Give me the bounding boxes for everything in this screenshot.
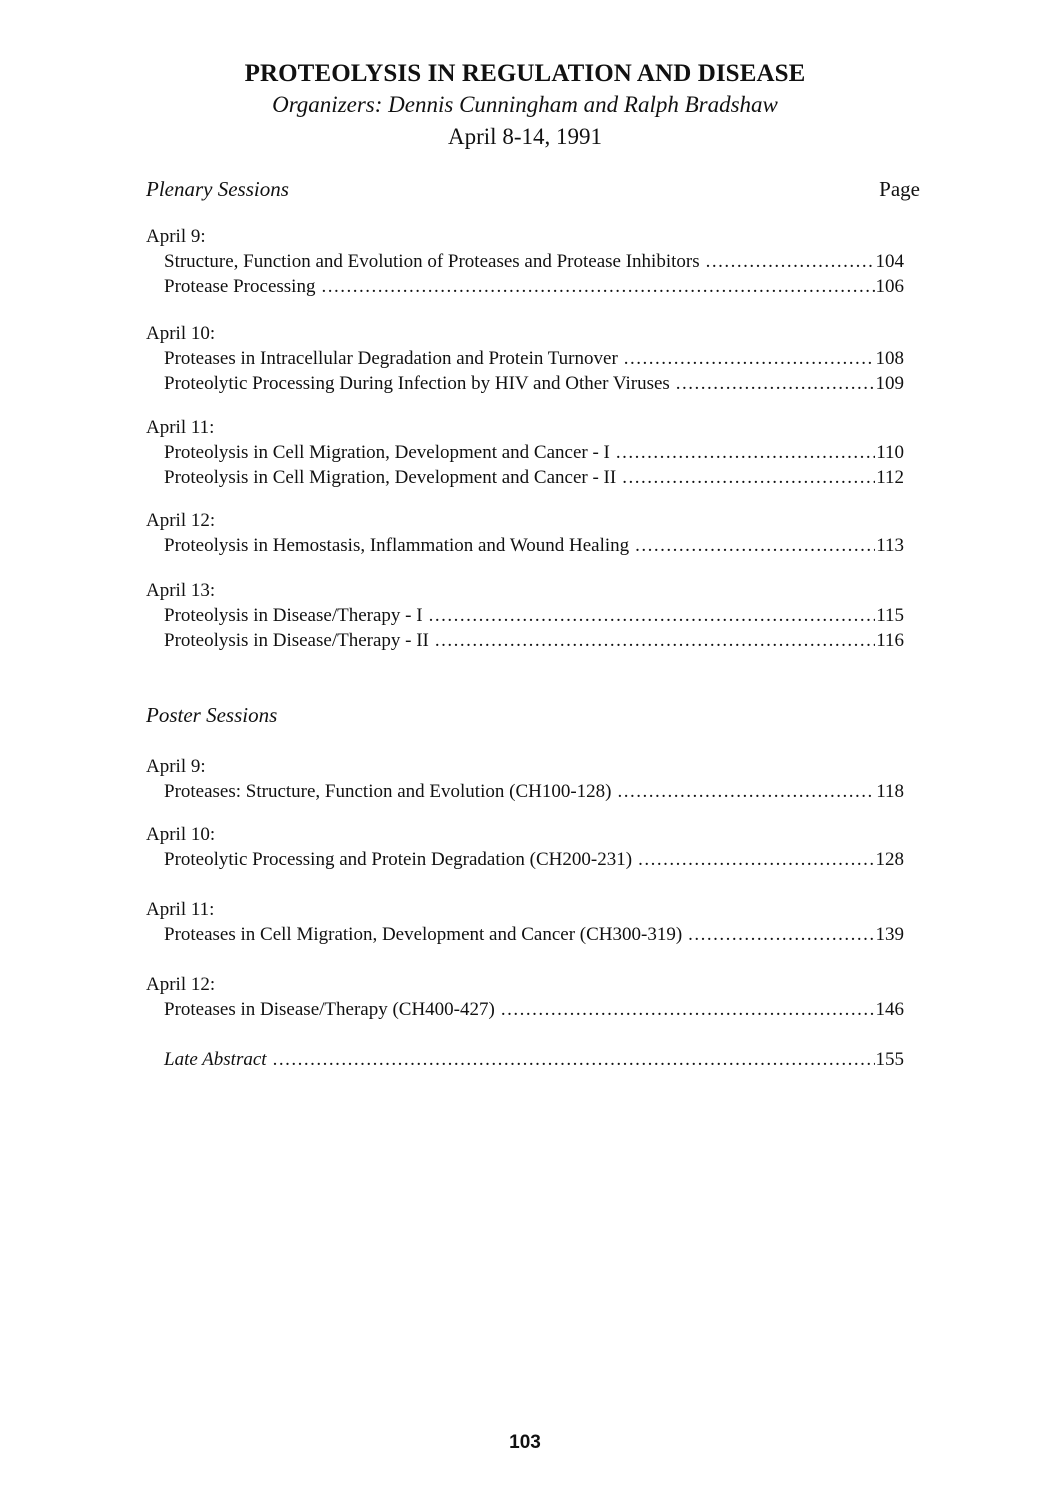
entry-page: 155 bbox=[875, 1049, 904, 1070]
toc-entry[interactable] bbox=[164, 440, 904, 465]
entry-page: 108 bbox=[875, 348, 904, 369]
dot-leader bbox=[429, 603, 876, 628]
entry-page: 112 bbox=[876, 467, 904, 488]
dot-leader bbox=[501, 997, 875, 1022]
toc-entry[interactable] bbox=[164, 997, 904, 1022]
dot-leader bbox=[638, 847, 874, 872]
dot-leader bbox=[435, 628, 875, 653]
day-label: April 10: bbox=[146, 824, 216, 845]
plenary-group-april-10 bbox=[146, 322, 904, 396]
dot-leader bbox=[616, 440, 875, 465]
day-label: April 9: bbox=[146, 756, 206, 777]
day-label: April 11: bbox=[146, 899, 215, 920]
entry-title: Proteolysis in Disease/Therapy - I bbox=[164, 605, 423, 626]
late-abstract-group bbox=[146, 1047, 904, 1072]
entry-title: Proteases in Disease/Therapy (CH400-427) bbox=[164, 999, 495, 1020]
plenary-group-april-13 bbox=[146, 579, 904, 653]
plenary-group-april-9 bbox=[146, 225, 904, 299]
dot-leader bbox=[618, 779, 876, 804]
toc-entry[interactable] bbox=[164, 533, 904, 558]
entry-title: Protease Processing bbox=[164, 276, 316, 297]
plenary-group-april-12 bbox=[146, 509, 904, 558]
entry-title: Proteolytic Processing and Protein Degradation (CH200-231) bbox=[164, 849, 633, 870]
poster-group-april-11 bbox=[146, 898, 904, 947]
toc-entry[interactable] bbox=[164, 371, 904, 396]
poster-group-april-9 bbox=[146, 755, 904, 804]
day-label: April 9: bbox=[146, 226, 206, 247]
entry-page: 113 bbox=[876, 535, 904, 556]
day-label: April 11: bbox=[146, 417, 215, 438]
toc-entry[interactable] bbox=[164, 847, 904, 872]
entry-title: Proteolytic Processing During Infection by HIV and Other Viruses bbox=[164, 373, 670, 394]
page-title: PROTEOLYSIS IN REGULATION AND DISEASE bbox=[244, 60, 806, 87]
entry-title: Structure, Function and Evolution of Proteases and Protease Inhibitors bbox=[164, 251, 700, 272]
toc-entry[interactable] bbox=[164, 603, 904, 628]
entry-page: 139 bbox=[875, 924, 904, 945]
dot-leader bbox=[624, 346, 875, 371]
dot-leader bbox=[688, 922, 874, 947]
meeting-dates: April 8-14, 1991 bbox=[448, 124, 602, 149]
dot-leader bbox=[635, 533, 875, 558]
dot-leader bbox=[676, 371, 875, 396]
toc-entry[interactable] bbox=[164, 249, 904, 274]
entry-page: 110 bbox=[876, 442, 904, 463]
entry-page: 118 bbox=[876, 781, 904, 802]
plenary-group-april-11 bbox=[146, 416, 904, 490]
day-label: April 10: bbox=[146, 323, 216, 344]
entry-title: Proteolysis in Cell Migration, Development and Cancer - II bbox=[164, 467, 617, 488]
entry-page: 109 bbox=[875, 373, 904, 394]
toc-entry[interactable] bbox=[164, 274, 904, 299]
poster-sessions-heading: Poster Sessions bbox=[146, 703, 278, 727]
entry-title: Proteolysis in Hemostasis, Inflammation and Wound Healing bbox=[164, 535, 630, 556]
entry-page: 116 bbox=[876, 630, 904, 651]
page-column-heading: Page bbox=[879, 177, 920, 201]
organizers-line: Organizers: Dennis Cunningham and Ralph Bradshaw bbox=[272, 92, 778, 117]
entry-page: 104 bbox=[875, 251, 904, 272]
toc-entry[interactable] bbox=[164, 465, 904, 490]
entry-title: Proteases: Structure, Function and Evolution (CH100-128) bbox=[164, 781, 612, 802]
poster-group-april-10 bbox=[146, 823, 904, 872]
toc-entry[interactable] bbox=[164, 346, 904, 371]
entry-page: 106 bbox=[875, 276, 904, 297]
day-label: April 13: bbox=[146, 580, 216, 601]
entry-title: Proteases in Cell Migration, Development and Cancer (CH300-319) bbox=[164, 924, 683, 945]
page-header bbox=[0, 58, 1050, 154]
entry-title: Late Abstract bbox=[164, 1049, 267, 1070]
day-label: April 12: bbox=[146, 510, 216, 531]
day-label: April 12: bbox=[146, 974, 216, 995]
poster-group-april-12 bbox=[146, 973, 904, 1022]
entry-page: 115 bbox=[876, 605, 904, 626]
dot-leader bbox=[273, 1047, 875, 1072]
plenary-sessions-heading: Plenary Sessions bbox=[146, 177, 289, 201]
entry-title: Proteolysis in Cell Migration, Development and Cancer - I bbox=[164, 442, 610, 463]
toc-entry-late-abstract[interactable] bbox=[164, 1047, 904, 1072]
entry-page: 146 bbox=[875, 999, 904, 1020]
dot-leader bbox=[321, 274, 874, 299]
dot-leader bbox=[622, 465, 875, 490]
page-number: 103 bbox=[509, 1432, 541, 1453]
toc-entry[interactable] bbox=[164, 779, 904, 804]
dot-leader bbox=[706, 249, 875, 274]
entry-page: 128 bbox=[875, 849, 904, 870]
toc-entry[interactable] bbox=[164, 922, 904, 947]
entry-title: Proteases in Intracellular Degradation and Protein Turnover bbox=[164, 348, 618, 369]
entry-title: Proteolysis in Disease/Therapy - II bbox=[164, 630, 429, 651]
toc-entry[interactable] bbox=[164, 628, 904, 653]
